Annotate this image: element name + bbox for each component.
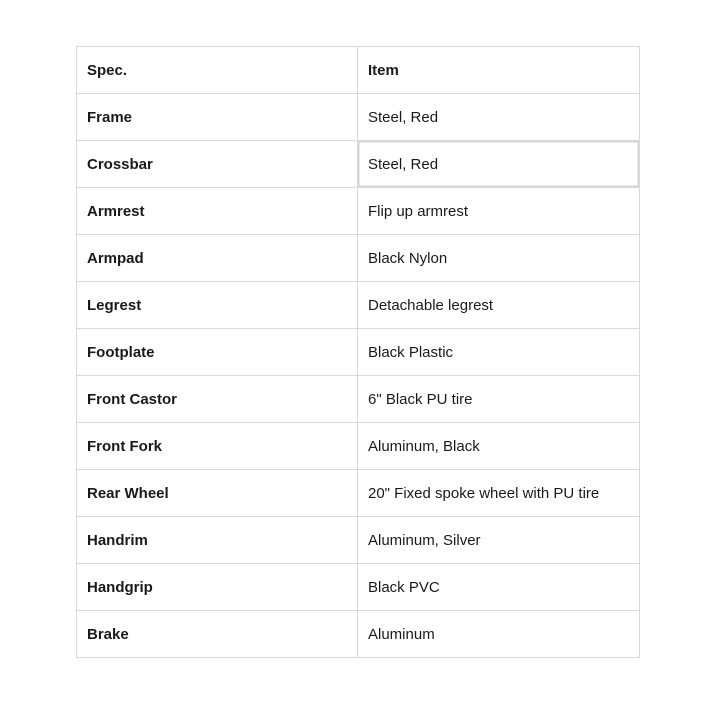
header-spec: Spec. xyxy=(77,47,358,94)
spec-cell: Armpad xyxy=(77,235,358,282)
item-cell: Flip up armrest xyxy=(358,188,640,235)
table-row xyxy=(77,282,640,329)
spec-cell: Handrim xyxy=(77,517,358,564)
header-item: Item xyxy=(358,47,640,94)
item-cell: Black Nylon xyxy=(358,235,640,282)
table-row xyxy=(77,564,640,611)
item-cell-selected[interactable]: Steel, Red xyxy=(358,141,640,188)
spec-cell: Legrest xyxy=(77,282,358,329)
item-cell: Aluminum, Black xyxy=(358,423,640,470)
table-row xyxy=(77,517,640,564)
table-header-row xyxy=(77,47,640,94)
item-cell: Black PVC xyxy=(358,564,640,611)
table-row xyxy=(77,376,640,423)
spec-cell: Rear Wheel xyxy=(77,470,358,517)
table-row xyxy=(77,329,640,376)
item-cell: Steel, Red xyxy=(358,94,640,141)
item-cell: Aluminum, Silver xyxy=(358,517,640,564)
table-row xyxy=(77,94,640,141)
table-row xyxy=(77,470,640,517)
spec-cell: Brake xyxy=(77,611,358,658)
table-row xyxy=(77,141,640,188)
item-cell: 20" Fixed spoke wheel with PU tire xyxy=(358,470,640,517)
table-row xyxy=(77,611,640,658)
item-cell: Black Plastic xyxy=(358,329,640,376)
spec-cell: Front Castor xyxy=(77,376,358,423)
table-row xyxy=(77,188,640,235)
spec-cell: Footplate xyxy=(77,329,358,376)
spec-cell: Armrest xyxy=(77,188,358,235)
spec-table xyxy=(76,46,640,658)
item-cell: 6" Black PU tire xyxy=(358,376,640,423)
spec-cell: Crossbar xyxy=(77,141,358,188)
table-row xyxy=(77,423,640,470)
item-cell: Aluminum xyxy=(358,611,640,658)
spec-cell: Front Fork xyxy=(77,423,358,470)
table-row xyxy=(77,235,640,282)
spec-cell: Handgrip xyxy=(77,564,358,611)
item-cell: Detachable legrest xyxy=(358,282,640,329)
spec-cell: Frame xyxy=(77,94,358,141)
